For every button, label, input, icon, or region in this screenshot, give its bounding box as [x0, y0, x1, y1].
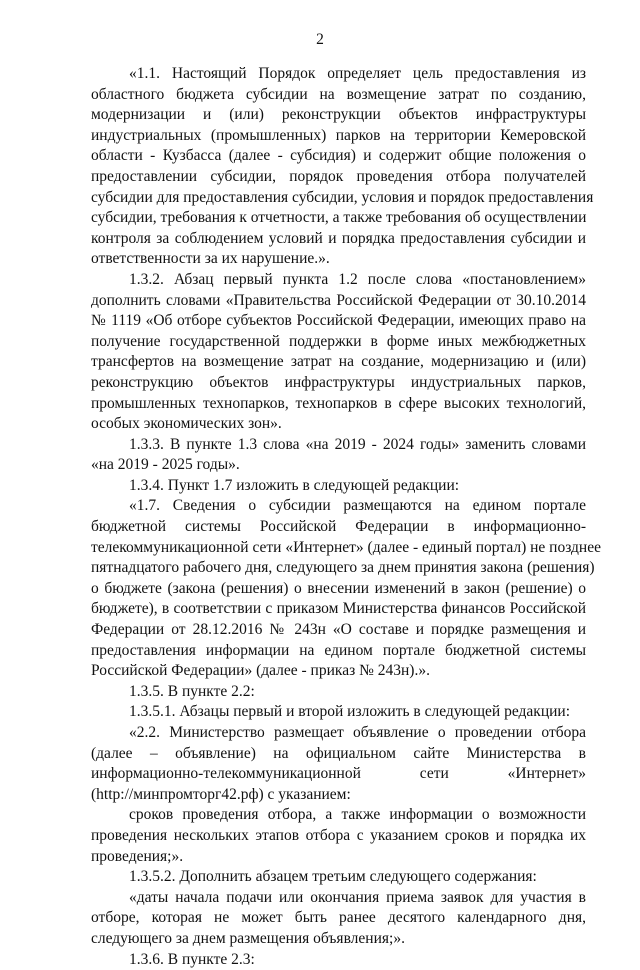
text-line: субсидии для предоставления субсидии, условия и порядок предоставления [91, 188, 594, 206]
text-line: областного бюджета субсидии на возмещение затрат по созданию, [91, 85, 586, 103]
text-line: предоставления информации на едином портале бюджетной системы [91, 641, 586, 659]
text-line: трансфертов на возмещение затрат на создание, модернизацию и (или) [91, 353, 586, 371]
text-line: «2.2. Министерство размещает объявление о проведении отбора [129, 724, 586, 741]
text-line: дополнить словами «Правительства Российской Федерации от 30.10.2014 [91, 291, 586, 309]
text-line: предоставлении субсидии, порядок проведения отбора получателей [91, 167, 586, 185]
text-line: промышленных технопарков, технопарков в сфере высоких технологий, [91, 394, 586, 412]
paragraph-p-1-3-5-1 [91, 702, 586, 723]
paragraph-p-1-7 [91, 496, 601, 681]
text-line: (далее – объявление) на официальном сайте Министерства в [91, 744, 586, 762]
text-line: «на 2019 - 2025 годы». [91, 456, 240, 474]
paragraph-p-1-1 [91, 64, 594, 270]
paragraph-p-sroki [91, 805, 586, 867]
text-line: 1.3.5. В пункте 2.2: [129, 682, 255, 700]
text-line: «1.1. Настоящий Порядок определяет цель предоставления из [129, 65, 586, 82]
paragraph-p-2-2 [91, 723, 586, 805]
text-line: 1.3.4. Пункт 1.7 изложить в следующей редакции: [129, 476, 460, 494]
text-line: «1.7. Сведения о субсидии размещаются на едином портале [129, 497, 586, 515]
text-line: (http://минпромторг42.рф) с указанием: [91, 785, 351, 803]
paragraph-p-1-3-4 [91, 476, 586, 497]
text-line: области - Кузбасса (далее - субсидия) и содержит общие положения о [91, 147, 586, 165]
text-line: 1.3.3. В пункте 1.3 слова «на 2019 - 2024 годы» заменить словами [129, 435, 586, 453]
text-line: бюджете), в соответствии с приказом Министерства финансов Российской [91, 600, 586, 618]
text-line: проведения нескольких этапов отбора с указанием сроков и порядка их [91, 826, 586, 844]
text-line: субсидии, требования к отчетности, а также требования об осуществлении [91, 209, 587, 227]
text-line: Российской Федерации» (далее - приказ № 243н).». [91, 662, 430, 680]
paragraph-p-1-3-5 [91, 682, 586, 703]
text-line: особых экономических зон». [91, 415, 282, 433]
text-line: модернизации и (или) реконструкции объектов инфраструктуры [91, 106, 586, 124]
text-line: индустриальных (промышленных) парков на территории Кемеровской [91, 126, 586, 144]
text-line: 1.3.2. Абзац первый пункта 1.2 после слова «постановлением» [129, 270, 586, 288]
text-line: сроков проведения отбора, а также информации о возможности [129, 806, 586, 824]
text-line: пятнадцатого рабочего дня, следующего за днем принятия закона (решения) [91, 559, 595, 577]
text-line: бюджетной системы Российской Федерации в информационно- [91, 518, 586, 536]
page-number: 2 [316, 31, 324, 48]
text-line: телекоммуникационной сети «Интернет» (далее - единый портал) не позднее [91, 538, 601, 556]
paragraph-p-1-3-3 [91, 435, 586, 476]
paragraph-p-1-3-6 [91, 950, 586, 970]
text-line: 1.3.6. В пункте 2.3: [129, 950, 255, 968]
paragraph-p-1-3-2 [91, 270, 586, 435]
text-line: отборе, которая не может быть ранее десятого календарного дня, [91, 909, 586, 927]
text-line: ответственности за их нарушение.». [91, 250, 330, 268]
text-line: следующего за днем размещения объявления;». [91, 929, 405, 947]
text-line: Федерации от 28.12.2016 № 243н «О составе и порядке размещения и [91, 621, 586, 639]
document-body [91, 64, 601, 970]
text-line: о бюджете (закона (решения) о внесении изменений в закон (решение) о [91, 579, 586, 597]
text-line: проведения;». [91, 847, 184, 865]
paragraph-p-1-3-5-2 [91, 867, 586, 888]
text-line: 1.3.5.2. Дополнить абзацем третьим следующего содержания: [129, 868, 537, 886]
text-line: № 1119 «Об отборе субъектов Российской Федерации, имеющих право на [91, 312, 586, 330]
text-line: реконструкцию объектов инфраструктуры индустриальных парков, [91, 373, 586, 391]
paragraph-p-daty [91, 888, 586, 950]
text-line: «даты начала подачи или окончания приема заявок для участия в [129, 888, 586, 906]
text-line: получение государственной поддержки в форме иных межбюджетных [91, 332, 586, 350]
text-line: контроля за соблюдением условий и порядка предоставления субсидии и [91, 229, 586, 247]
text-line: 1.3.5.1. Абзацы первый и второй изложить в следующей редакции: [129, 703, 571, 721]
text-line: информационно-телекоммуникационной сети «Интернет» [91, 765, 586, 783]
